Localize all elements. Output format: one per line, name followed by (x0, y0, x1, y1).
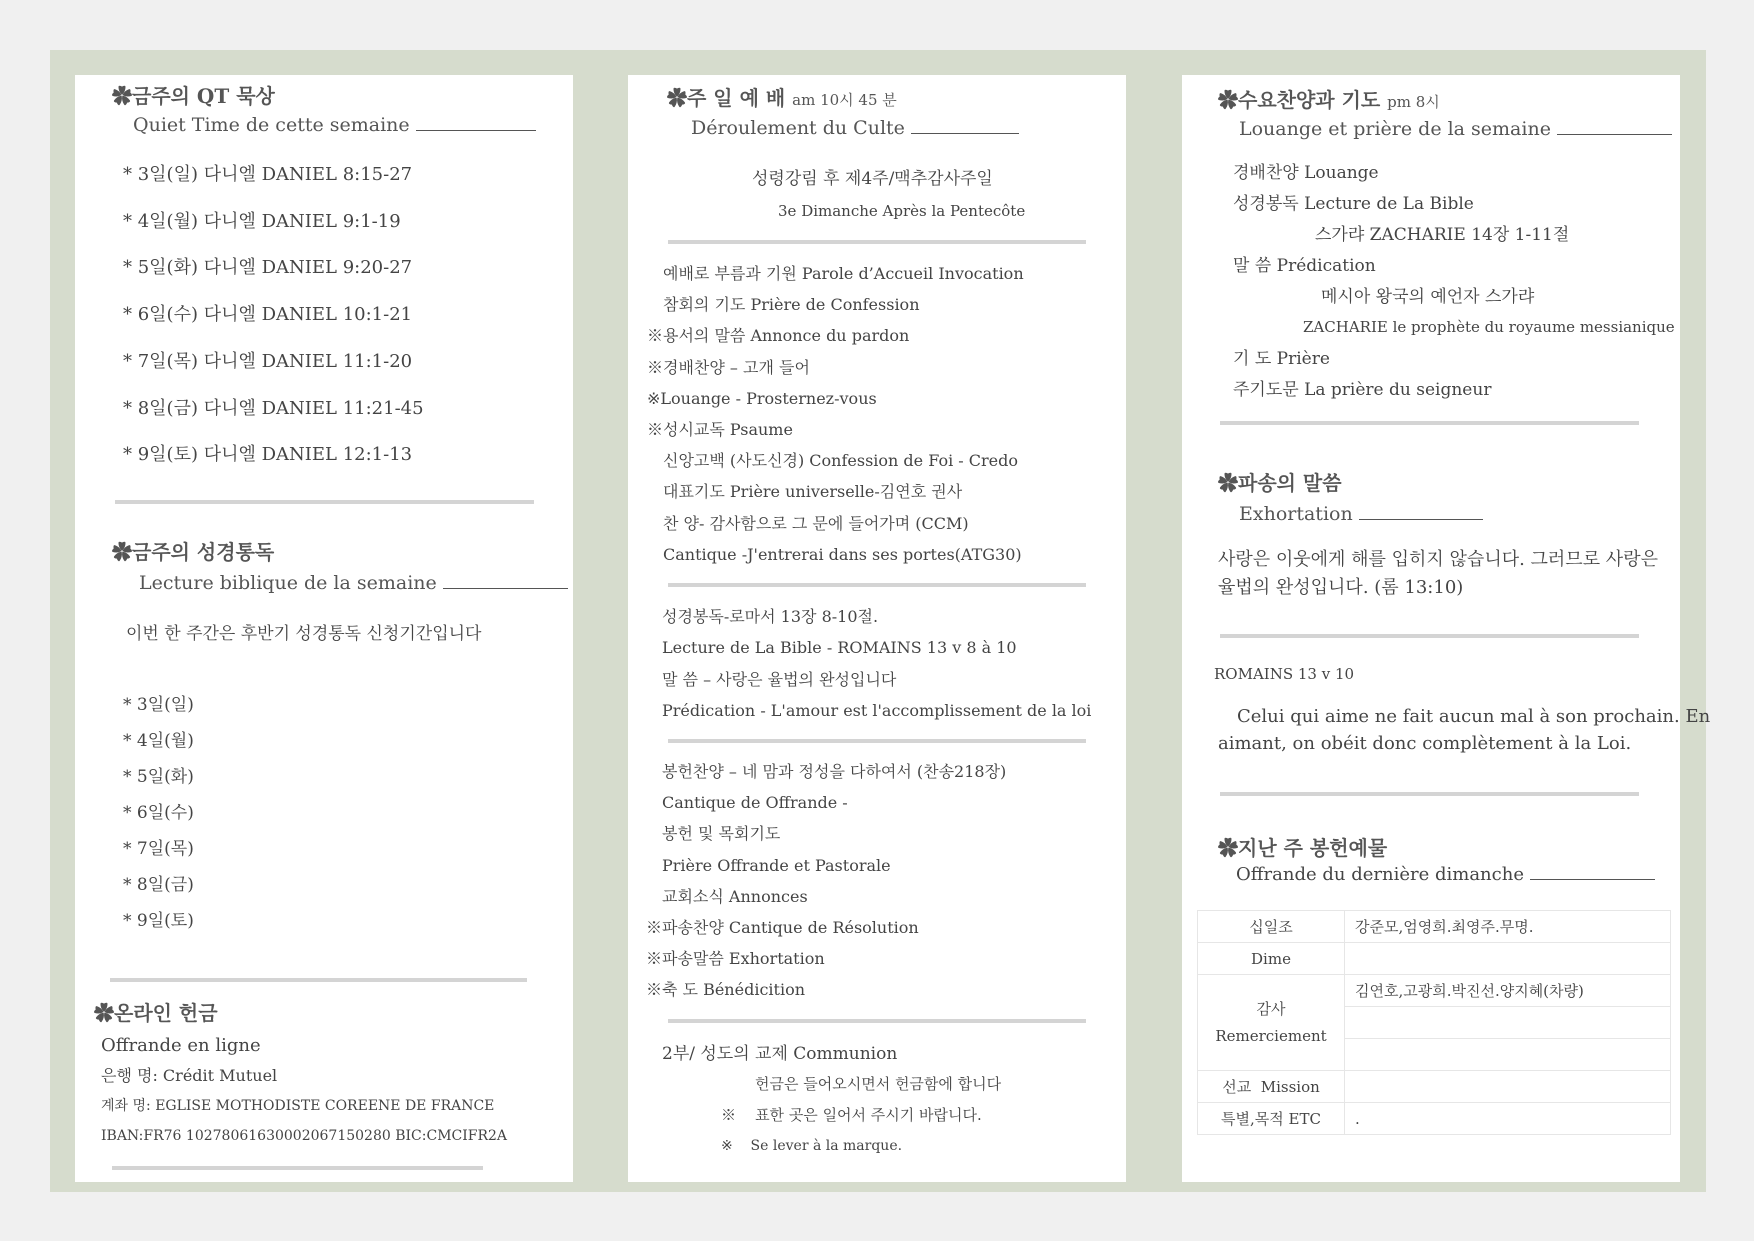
offering-table (1197, 910, 1671, 1135)
offering-note: 헌금은 들어오시면서 헌금함에 합니다 (755, 1075, 1002, 1093)
divider (1220, 421, 1639, 425)
bible-day: * 8일(금) (123, 875, 194, 895)
order-item: ※Louange - Prosternez-vous (647, 388, 877, 408)
order-item: 봉헌 및 목회기도 (662, 824, 781, 844)
divider (1220, 634, 1639, 638)
qt-item: * 4일(월) 다니엘 DANIEL 9:1-19 (123, 210, 401, 232)
bible-reading-subtitle: Lecture biblique de la semaine (139, 572, 568, 595)
qt-item: * 5일(화) 다니엘 DANIEL 9:20-27 (123, 257, 413, 279)
order-item: 참회의 기도 Prière de Confession (663, 295, 920, 315)
order-item: 신앙고백 (사도신경) Confession de Foi - Credo (663, 451, 1019, 471)
empty-cell (1345, 943, 1671, 975)
verse-fr-2: aimant, on obéit donc complètement à la Loi. (1218, 733, 1632, 754)
romains-ref: ROMAINS 13 v 10 (1214, 665, 1355, 683)
wednesday-item: 말 씀 Prédication (1233, 256, 1376, 276)
online-offering-subtitle: Offrande en ligne (101, 1035, 261, 1056)
offering-title: ✿지난 주 봉헌예물 (1218, 836, 1388, 860)
special-value: . (1345, 1103, 1671, 1135)
thanks-names: 김연호,고광희.박진선.양지혜(차량) (1345, 975, 1671, 1007)
tithe-label-fr: Dime (1198, 943, 1345, 975)
divider (668, 1019, 1086, 1023)
order-item: ※파송말씀 Exhortation (646, 949, 825, 969)
empty-cell (1345, 1007, 1671, 1039)
tithe-names: 강준모,엄영희.최영주.무명. (1345, 911, 1671, 943)
order-item: Prière Offrande et Pastorale (662, 855, 891, 875)
bible-day: * 9일(토) (123, 911, 194, 931)
wednesday-item: 메시아 왕국의 예언자 스가랴 (1321, 287, 1535, 307)
divider (668, 583, 1086, 587)
sunday-name-fr: 3e Dimanche Après la Pentecôte (778, 202, 1026, 220)
wednesday-title: ✿수요찬양과 기도 pm 8시 (1218, 88, 1440, 112)
stand-note-fr: ※ Se lever à la marque. (721, 1138, 903, 1154)
order-item: ※파송찬양 Cantique de Résolution (646, 918, 919, 937)
exhortation-subtitle: Exhortation (1239, 503, 1483, 526)
qt-item: * 8일(금) 다니엘 DANIEL 11:21-45 (123, 397, 424, 419)
wednesday-item: 스가랴 ZACHARIE 14장 1-11절 (1315, 225, 1570, 245)
order-item: 찬 양- 감사함으로 그 문에 들어가며 (CCM) (663, 513, 969, 533)
empty-cell (1345, 1071, 1671, 1103)
order-item: 대표기도 Prière universelle-김연호 권사 (663, 482, 963, 502)
divider (1220, 792, 1639, 796)
empty-cell (1345, 1039, 1671, 1071)
qt-item: * 7일(목) 다니엘 DANIEL 11:1-20 (123, 350, 413, 372)
wednesday-item: ZACHARIE le prophète du royaume messianique (1303, 318, 1675, 336)
service-title: ✿주 일 예 배 am 10시 45 분 (667, 86, 897, 110)
bible-day: * 6일(수) (123, 803, 194, 823)
account-name: 계좌 명: EGLISE MOTHODISTE COREENE DE FRANCE (101, 1098, 495, 1114)
verse-fr-1: Celui qui aime ne fait aucun mal à son prochain. En (1237, 706, 1711, 727)
order-item: ※축 도 Bénédicition (646, 980, 806, 1000)
order-item: ※경배찬양 – 고개 들어 (647, 357, 810, 377)
divider (668, 739, 1086, 743)
tithe-label-kr: 십일조 (1198, 911, 1345, 943)
special-label: 특별,목적 ETC (1198, 1103, 1345, 1135)
bible-day: * 3일(일) (123, 695, 194, 715)
online-offering-title: ✿온라인 헌금 (94, 1001, 218, 1025)
thanks-label: 감사 Remerciement (1198, 975, 1345, 1071)
stand-note-kr: ※ 표한 곳은 일어서 주시기 바랍니다. (721, 1106, 982, 1124)
wednesday-item: 경배찬양 Louange (1233, 163, 1379, 183)
divider (115, 500, 534, 504)
order-item: ※용서의 말씀 Annonce du pardon (647, 326, 910, 346)
order-item: Lecture de La Bible - ROMAINS 13 v 8 à 10 (662, 638, 1017, 658)
bible-day: * 7일(목) (123, 839, 194, 859)
order-item: 교회소식 Annonces (662, 886, 808, 906)
qt-title: ✿금주의 QT 묵상 (112, 84, 275, 108)
qt-item: * 3일(일) 다니엘 DANIEL 8:15-27 (123, 164, 413, 185)
order-item: ※성시교독 Psaume (647, 420, 793, 439)
exhortation-text-kr-2: 율법의 완성입니다. (롬 13:10) (1218, 577, 1464, 598)
iban: IBAN:FR76 10278061630002067150280 BIC:CMCIFR2A (101, 1128, 508, 1144)
order-item: 성경봉독-로마서 13장 8-10절. (662, 607, 879, 626)
divider (110, 978, 527, 982)
bible-reading-title: ✿금주의 성경통독 (112, 540, 275, 564)
order-item: Cantique -J'entrerai dans ses portes(ATG30) (663, 544, 1022, 564)
service-subtitle: Déroulement du Culte (691, 117, 1019, 140)
sunday-name: 성령강림 후 제4주/맥추감사주일 (752, 169, 993, 189)
bible-day: * 4일(월) (123, 731, 194, 751)
mission-label: 선교 Mission (1198, 1071, 1345, 1103)
qt-subtitle: Quiet Time de cette semaine (133, 114, 536, 137)
divider (112, 1166, 483, 1170)
order-item: 말 씀 – 사랑은 율법의 완성입니다 (662, 669, 897, 689)
order-item: Prédication - L'amour est l'accomplissement de la loi (662, 700, 1092, 720)
divider (668, 240, 1086, 244)
order-item: 예배로 부름과 기원 Parole d’Accueil Invocation (663, 264, 1024, 283)
qt-item: * 6일(수) 다니엘 DANIEL 10:1-21 (123, 304, 413, 326)
order-item: Cantique de Offrande - (662, 793, 848, 813)
exhortation-title: ✿파송의 말씀 (1218, 471, 1342, 495)
offering-subtitle: Offrande du dernière dimanche (1236, 864, 1655, 886)
qt-item: * 9일(토) 다니엘 DANIEL 12:1-13 (123, 444, 413, 466)
communion: 2부/ 성도의 교제 Communion (662, 1044, 898, 1064)
exhortation-text-kr-1: 사랑은 이웃에게 해를 입히지 않습니다. 그러므로 사랑은 (1218, 549, 1658, 570)
wednesday-item: 성경봉독 Lecture de La Bible (1233, 194, 1474, 214)
order-item: 봉헌찬양 – 네 맘과 정성을 다하여서 (찬송218장) (662, 762, 1007, 781)
bible-day: * 5일(화) (123, 767, 194, 787)
wednesday-item: 기 도 Prière (1233, 349, 1330, 369)
wednesday-subtitle: Louange et prière de la semaine (1239, 118, 1672, 141)
bible-reading-note: 이번 한 주간은 후반기 성경통독 신청기간입니다 (126, 624, 482, 644)
bank-name: 은행 명: Crédit Mutuel (101, 1066, 278, 1085)
wednesday-item: 주기도문 La prière du seigneur (1233, 380, 1492, 400)
